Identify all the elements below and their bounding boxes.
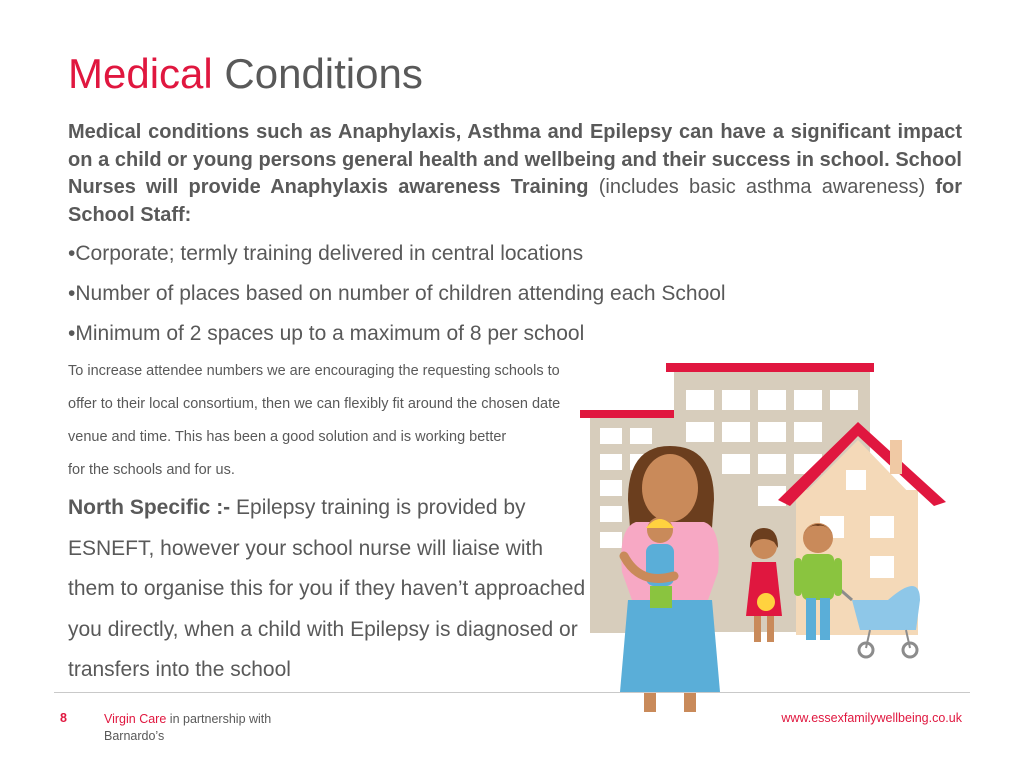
family-school-illustration bbox=[570, 350, 960, 720]
title-rest: Conditions bbox=[212, 50, 423, 97]
intro-paragraph bbox=[68, 119, 962, 229]
title-accent: Medical bbox=[68, 50, 213, 97]
mother-with-baby-icon bbox=[620, 446, 720, 712]
intro-bold-2: for School Staff: bbox=[68, 176, 962, 226]
note-line: To increase attendee numbers we are encouraging the requesting schools to bbox=[68, 363, 560, 379]
north-line: transfers into the school bbox=[68, 658, 291, 681]
bullet-item: •Number of places based on number of children attending each School bbox=[68, 282, 726, 305]
brand-partner: Barnardo’s bbox=[104, 729, 165, 743]
slide-title bbox=[68, 50, 423, 98]
attendee-note bbox=[68, 356, 560, 488]
note-line: for the schools and for us. bbox=[68, 462, 235, 478]
north-specific-section bbox=[68, 489, 585, 692]
north-line bbox=[68, 489, 585, 530]
note-line: offer to their local consortium, then we can flexibly fit around the chosen date bbox=[68, 396, 561, 412]
bullet-item: •Minimum of 2 spaces up to a maximum of 8 per school bbox=[68, 322, 585, 345]
footer-url[interactable]: www.essexfamilywellbeing.co.uk bbox=[781, 711, 962, 725]
north-line: you directly, when a child with Epilepsy is diagnosed or bbox=[68, 617, 578, 641]
north-label: North Specific :- bbox=[68, 496, 231, 519]
brand-suffix: in partnership with bbox=[166, 712, 272, 726]
north-line-1: Epilepsy training is provided by bbox=[230, 496, 526, 519]
page-number: 8 bbox=[60, 711, 67, 725]
north-line: ESNEFT, however your school nurse will liaise with bbox=[68, 536, 544, 560]
note-line: venue and time. This has been a good solution and is working better bbox=[68, 429, 507, 445]
intro-normal: (includes basic asthma awareness) bbox=[588, 176, 936, 198]
footer-brand bbox=[104, 711, 271, 745]
footer-divider bbox=[54, 692, 970, 693]
north-line: them to organise this for you if they haven’t approached bbox=[68, 577, 586, 600]
training-bullet-list bbox=[68, 240, 726, 360]
brand-name: Virgin Care bbox=[104, 712, 167, 726]
bullet-item: •Corporate; termly training delivered in central locations bbox=[68, 242, 584, 265]
intro-bold-1: Medical conditions such as Anaphylaxis, Asthma and Epilepsy can have a significant impact on a child or young persons general health and wellbeing and their success in school. School Nurses will provide Anaphylaxis awareness Training bbox=[68, 121, 962, 198]
